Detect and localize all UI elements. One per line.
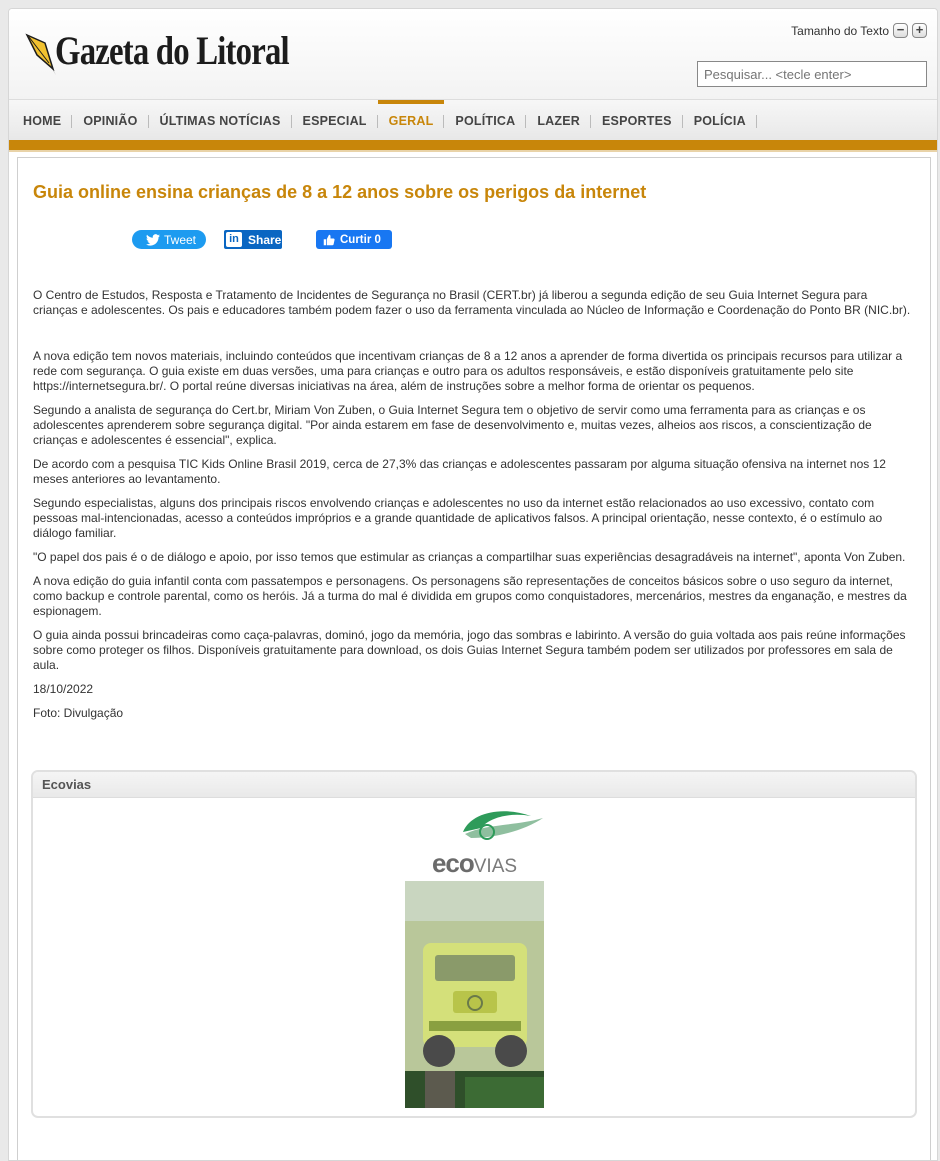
nav-item-lazer[interactable]: LAZER (526, 100, 591, 141)
article-paragraph: De acordo com a pesquisa TIC Kids Online Brasil 2019, cerca de 27,3% das crianças e adolescentes passaram por alguma situação ofensiva na internet nos 12 meses anteriores ao levantamento. (33, 457, 886, 486)
nav-accent-shadow (9, 150, 938, 152)
ecovias-wordmark-vias: VIAS (473, 856, 518, 877)
ecovias-wordmark-eco: eco (431, 848, 474, 878)
ad-box (31, 770, 917, 1118)
like-label: Curtir 0 (340, 233, 381, 246)
share-label: Share (248, 232, 282, 247)
search-input[interactable] (697, 61, 927, 87)
article-body (33, 288, 913, 730)
linkedin-share-button[interactable] (224, 230, 282, 249)
text-size-label: Tamanho do Texto (791, 23, 889, 38)
nav-item-politica[interactable]: POLÍTICA (444, 100, 526, 141)
page-frame (8, 8, 938, 1161)
ecovias-ad-banner[interactable] (405, 804, 544, 1108)
ecovias-swoosh-icon (405, 804, 544, 848)
logo-wordmark: Gazeta do Litoral (55, 28, 289, 73)
quill-pen-icon (23, 25, 57, 77)
linkedin-icon: in (226, 232, 242, 247)
tweet-button[interactable] (132, 230, 206, 249)
truck-photo-image (405, 881, 544, 1108)
site-header (9, 9, 938, 99)
photo-credit: Foto: Divulgação (33, 706, 124, 720)
nav-item-opiniao[interactable]: OPINIÃO (72, 100, 148, 141)
nav-item-geral[interactable]: GERAL (378, 100, 445, 141)
article-container (17, 157, 931, 1161)
site-logo[interactable] (23, 25, 340, 85)
twitter-bird-icon (146, 234, 160, 246)
article-paragraph: "O papel dos pais é o de diálogo e apoio, por isso temos que estimular as crianças a compartilhar suas experiências desagradáveis na internet", aponta Von Zuben. (33, 550, 906, 564)
tweet-label: Tweet (164, 232, 197, 247)
text-size-increase-button[interactable]: + (912, 23, 927, 38)
nav-accent-bar (9, 140, 938, 150)
nav-item-esportes[interactable]: ESPORTES (591, 100, 683, 141)
article-paragraph: A nova edição tem novos materiais, incluindo conteúdos que incentivam crianças de 8 a 12 anos a aprender de forma divertida os principais recursos para utilizar a rede com segurança. O guia existe em duas versões, uma para crianças e outro para os adultos responsáveis, e estão disponíveis gratuitamente pelo site https://internetsegura.br/. O portal reúne diversas iniciativas na área, além de instruções sobre a melhor forma de orientar os pequenos. (33, 349, 903, 393)
article-paragraph: O Centro de Estudos, Resposta e Tratamento de Incidentes de Segurança no Brasil (CERT.br) já liberou a segunda edição de seu Guia Internet Segura para crianças e adolescentes. Os pais e educadores também podem fazer o uso da ferramenta vinculada ao Núcleo de Informação e Coordenação do Ponto BR (NIC.br). (33, 288, 911, 317)
thumbs-up-icon (323, 234, 335, 246)
nav-item-ultimas-noticias[interactable]: ÚLTIMAS NOTÍCIAS (149, 100, 292, 141)
article-paragraph: A nova edição do guia infantil conta com passatempos e personagens. Os personagens são representações de conceitos básicos sobre o uso seguro da internet, como backup e controle parental, como os heróis. Já a turma do mal é dividida em grupos como conquistadores, mercenários, mestres da enganação, e mestres da espionagem. (33, 574, 907, 618)
nav-item-especial[interactable]: ESPECIAL (292, 100, 378, 141)
ecovias-wordmark (405, 848, 544, 879)
article-paragraph: O guia ainda possui brincadeiras como caça-palavras, dominó, jogo da memória, jogo das sombras e labirinto. A versão do guia voltada aos pais reúne informações sobre como proteger os filhos. Disponíveis gratuitamente para download, os dois Guias Internet Segura também podem ser utilizados por professores em sala de aula. (33, 628, 906, 672)
article-title: Guia online ensina crianças de 8 a 12 anos sobre os perigos da internet (33, 182, 647, 202)
main-nav (9, 99, 938, 140)
article-paragraph: Segundo especialistas, alguns dos principais riscos envolvendo crianças e adolescentes no uso da internet estão relacionados ao uso excessivo, contato com pessoas mal-intencionadas, acesso a conteúdos impróprios e a grande quantidade de aplicativos falsos. A principal orientação, nesse contexto, é o estímulo ao diálogo familiar. (33, 496, 883, 540)
article-paragraph: Segundo a analista de segurança do Cert.br, Miriam Von Zuben, o Guia Internet Segura tem o objetivo de servir como uma ferramenta para as crianças e os adolescentes aprenderem sobre segurança digital. "Por ainda estarem em fase de desenvolvimento e, muitas vezes, alheios aos riscos, a conscientização de crianças e adolescentes é essencial", explica. (33, 403, 872, 447)
nav-item-home[interactable]: HOME (12, 100, 72, 141)
facebook-like-button[interactable] (316, 230, 392, 249)
ad-box-title: Ecovias (33, 772, 915, 798)
text-size-control (791, 23, 927, 38)
text-size-decrease-button[interactable]: − (893, 23, 908, 38)
article-date: 18/10/2022 (33, 682, 94, 696)
nav-item-policia[interactable]: POLÍCIA (683, 100, 757, 141)
